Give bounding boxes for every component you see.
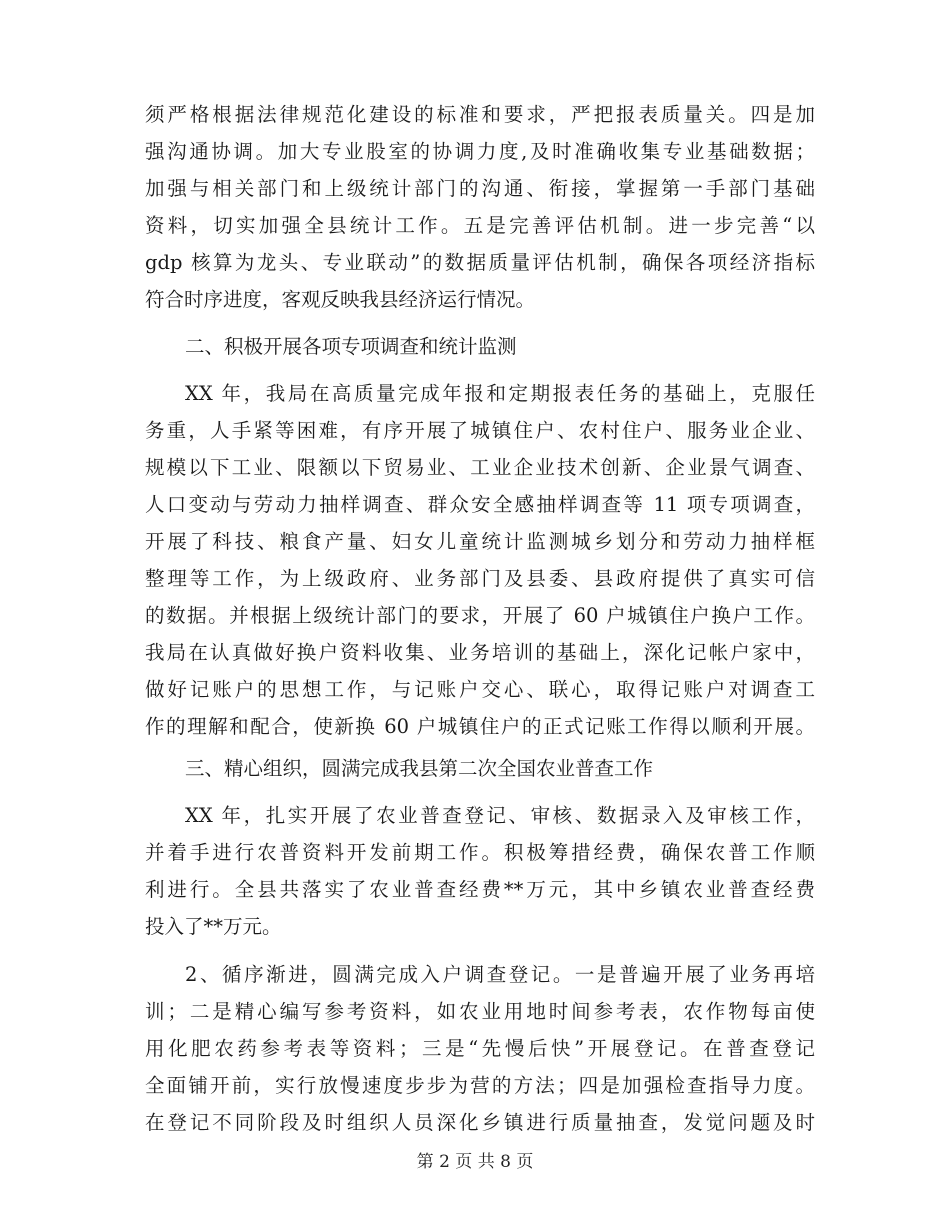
body-line-13: 整理等工作，为上级政府、业务部门及县委、县政府提供了真实可信 bbox=[145, 567, 815, 590]
body-line-1: 须严格根据法律规范化建设的标准和要求，严把报表质量关。四是加 bbox=[145, 103, 815, 126]
body-line-12: 开展了科技、粮食产量、妇女儿童统计监测城乡划分和劳动力抽样框 bbox=[145, 530, 815, 553]
body-line-26: 全面铺开前，实行放慢速度步步为营的方法；四是加强检查指导力度。 bbox=[145, 1074, 815, 1097]
body-line-9: 务重，人手紧等困难，有序开展了城镇住户、农村住户、服务业企业、 bbox=[145, 419, 815, 442]
body-line-21: 利进行。全县共落实了农业普查经费**万元，其中乡镇农业普查经费 bbox=[145, 878, 815, 901]
body-line-17: 作的理解和配合，使新换 60 户城镇住户的正式记账工作得以顺利开展。 bbox=[145, 715, 815, 738]
body-line-3: 加强与相关部门和上级统计部门的沟通、衔接，掌握第一手部门基础 bbox=[145, 177, 815, 200]
page-number-footer: 第 2 页 共 8 页 bbox=[416, 1152, 534, 1172]
section-heading-2: 二、积极开展各项专项调查和统计监测 bbox=[185, 335, 517, 358]
body-line-10: 规模以下工业、限额以下贸易业、工业企业技术创新、企业景气调查、 bbox=[145, 456, 815, 479]
body-line-16: 做好记账户的思想工作，与记账户交心、联心，取得记账户对调查工 bbox=[145, 678, 815, 701]
body-line-6: 符合时序进度，客观反映我县经济运行情况。 bbox=[145, 288, 536, 311]
body-line-22: 投入了**万元。 bbox=[145, 915, 282, 938]
body-line-5: gdp 核算为龙头、专业联动”的数据质量评估机制，确保各项经济指标 bbox=[145, 251, 815, 274]
body-line-20: 并着手进行农普资料开发前期工作。积极筹措经费，确保农普工作顺 bbox=[145, 841, 815, 864]
body-line-4: 资料，切实加强全县统计工作。五是完善评估机制。进一步完善“以 bbox=[145, 214, 815, 237]
body-line-8: XX 年，我局在高质量完成年报和定期报表任务的基础上，克服任 bbox=[185, 382, 815, 405]
body-line-15: 我局在认真做好换户资料收集、业务培训的基础上，深化记帐户家中， bbox=[145, 641, 815, 664]
section-heading-3: 三、精心组织，圆满完成我县第二次全国农业普查工作 bbox=[185, 757, 654, 780]
body-line-23: 2、循序渐进，圆满完成入户调查登记。一是普遍开展了业务再培 bbox=[185, 963, 815, 986]
body-line-11: 人口变动与劳动力抽样调查、群众安全感抽样调查等 11 项专项调查， bbox=[145, 493, 815, 516]
body-line-14: 的数据。并根据上级统计部门的要求，开展了 60 户城镇住户换户工作。 bbox=[145, 604, 815, 627]
body-line-2: 强沟通协调。加大专业股室的协调力度,及时准确收集专业基础数据； bbox=[145, 140, 815, 163]
body-line-19: XX 年，扎实开展了农业普查登记、审核、数据录入及审核工作， bbox=[185, 804, 815, 827]
body-line-25: 用化肥农药参考表等资料；三是“先慢后快”开展登记。在普查登记 bbox=[145, 1037, 815, 1060]
body-line-27: 在登记不同阶段及时组织人员深化乡镇进行质量抽查，发觉问题及时 bbox=[145, 1111, 815, 1134]
body-line-24: 训；二是精心编写参考资料，如农业用地时间参考表，农作物每亩使 bbox=[145, 1000, 815, 1023]
